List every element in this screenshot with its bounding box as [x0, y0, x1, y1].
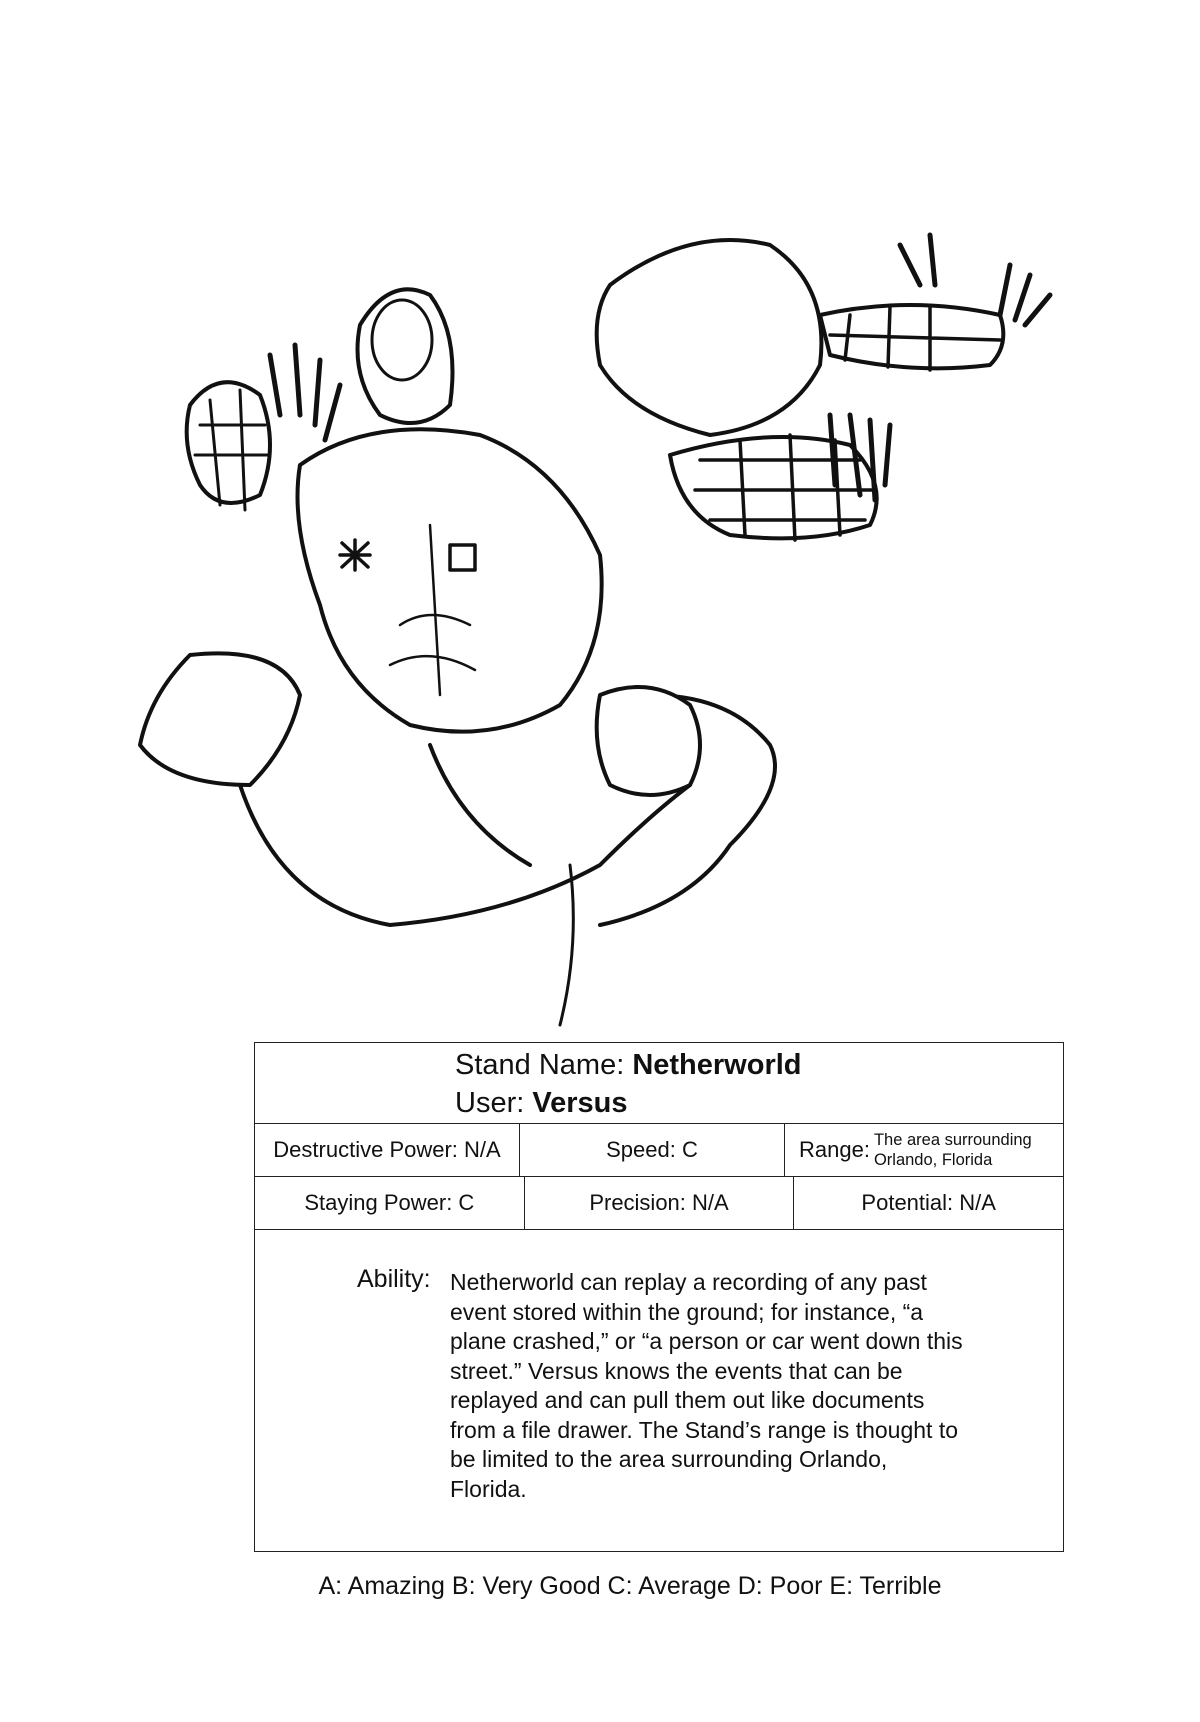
ability-label: Ability: — [357, 1265, 431, 1293]
back-figure — [597, 240, 822, 435]
destructive-power-cell: Destructive Power: N/A — [255, 1124, 520, 1176]
hanging-strand — [560, 865, 573, 1025]
head — [358, 289, 453, 423]
staying-power-cell: Staying Power: C — [255, 1177, 525, 1229]
stand-stat-card — [254, 1042, 1064, 1552]
stand-name-line — [455, 1047, 802, 1083]
user-value: Versus — [532, 1087, 628, 1119]
user-label: User: — [455, 1087, 525, 1119]
right-shin-block — [597, 687, 700, 795]
potential-cell: Potential: N/A — [861, 1190, 996, 1215]
stats-row-1 — [255, 1124, 1063, 1177]
stand-name-label: Stand Name: — [455, 1049, 625, 1081]
stats-row-2 — [255, 1177, 1063, 1230]
grade-legend: A: Amazing B: Very Good C: Average D: Poor E: Terrible — [318, 1572, 942, 1600]
stand-name-value: Netherworld — [632, 1049, 802, 1081]
stand-name-block — [255, 1043, 1063, 1124]
ability-text: Netherworld can replay a recording of any past event stored within the ground; for instance, “a plane crashed,” or “a person or car went down this street.” Versus knows the events that can be replayed and can pull them out like documents from a file drawer. The Stand’s range is thought to be limited to the area surrounding Orlando, Florida. — [450, 1269, 963, 1502]
range-cell — [785, 1124, 1063, 1176]
right-arm — [670, 437, 877, 538]
user-line — [455, 1085, 628, 1121]
ability-block — [255, 1230, 1063, 1552]
range-label: Range: — [799, 1137, 870, 1162]
left-fingers — [270, 345, 340, 440]
stand-illustration — [130, 225, 1160, 1045]
precision-cell: Precision: N/A — [525, 1177, 795, 1229]
speed-cell: Speed: C — [520, 1124, 785, 1176]
left-knee — [140, 653, 300, 785]
torso — [298, 429, 602, 731]
left-glove — [187, 382, 270, 503]
range-value: The area surrounding Orlando, Florida — [873, 1131, 1032, 1169]
